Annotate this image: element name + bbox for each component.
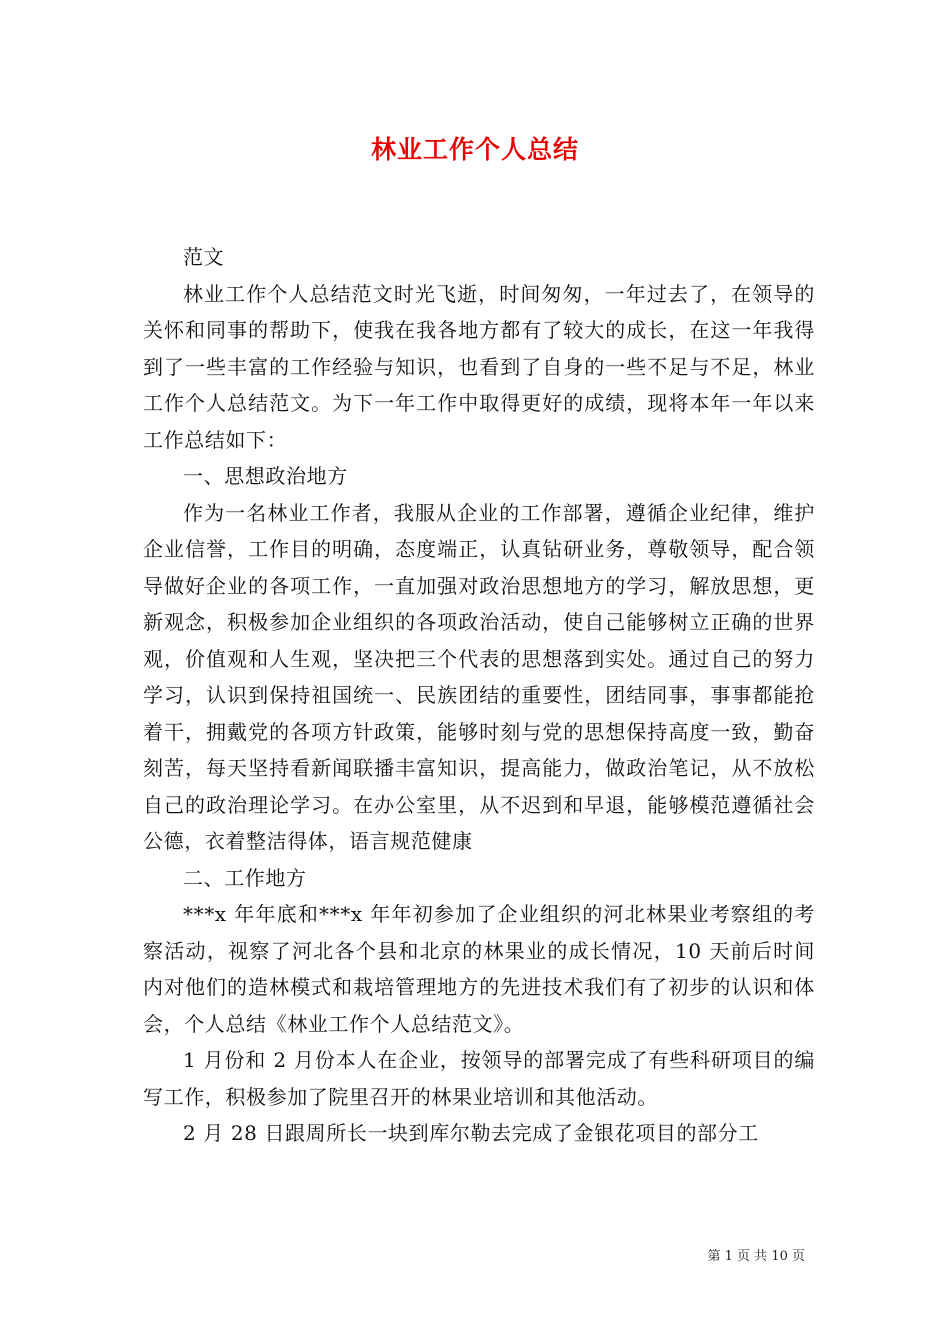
paragraph-political: 作为一名林业工作者，我服从企业的工作部署，遵循企业纪律，维护企业信誉，工作目的明确，态度端正，认真钻研业务，尊敬领导，配合领导做好企业的各项工作，一直加强对政治思想地方的学习，解放思想，更新观念，积极参加企业组织的各项政治活动，使自己能够树立正确的世界观，价值观和人生观，坚决把三个代表的思想落到实处。通过自己的努力学习，认识到保持祖国统一、民族团结的重要性，团结同事，事事都能抢着干，拥戴党的各项方针政策，能够时刻与党的思想保持高度一致，勤奋刻苦，每天坚持看新闻联播丰富知识，提高能力，做政治笔记，从不放松自己的政治理论学习。在办公室里，从不迟到和早退，能够模范遵循社会公德，衣着整洁得体，语言规范健康 <box>143 500 815 853</box>
document-title: 林业工作个人总结 <box>370 135 579 164</box>
paragraph-intro: 林业工作个人总结范文时光飞逝，时间匆匆，一年过去了，在领导的关怀和同事的帮助下，使我在我各地方都有了较大的成长，在这一年我得到了一些丰富的工作经验与知识，也看到了自身的一些不足与不足，林业工作个人总结范文。为下一年工作中取得更好的成绩，现将本年一年以来工作总结如下： <box>143 281 815 452</box>
paragraph-label: 范文 <box>183 245 225 269</box>
paragraph-inspection: ***x 年年底和***x 年年初参加了企业组织的河北林果业考察组的考察活动，视察了河北各个县和北京的林果业的成长情况，10 天前后时间内对他们的造林模式和栽培管理地方的先进技术我们有了初步的认识和体会，个人总结《林业工作个人总结范文》。 <box>143 902 815 1036</box>
paragraph-jan-feb: 1 月份和 2 月份本人在企业，按领导的部署完成了有些科研项目的编写工作，积极参加了院里召开的林果业培训和其他活动。 <box>143 1048 815 1109</box>
section-heading-1: 一、思想政治地方 <box>183 464 348 488</box>
paragraph-feb-28: 2 月 28 日跟周所长一块到库尔勒去完成了金银花项目的部分工 <box>183 1121 759 1145</box>
document-body <box>143 239 815 1152</box>
page-number: 第 1 页 共 10 页 <box>707 1249 805 1264</box>
section-heading-2: 二、工作地方 <box>183 865 307 890</box>
